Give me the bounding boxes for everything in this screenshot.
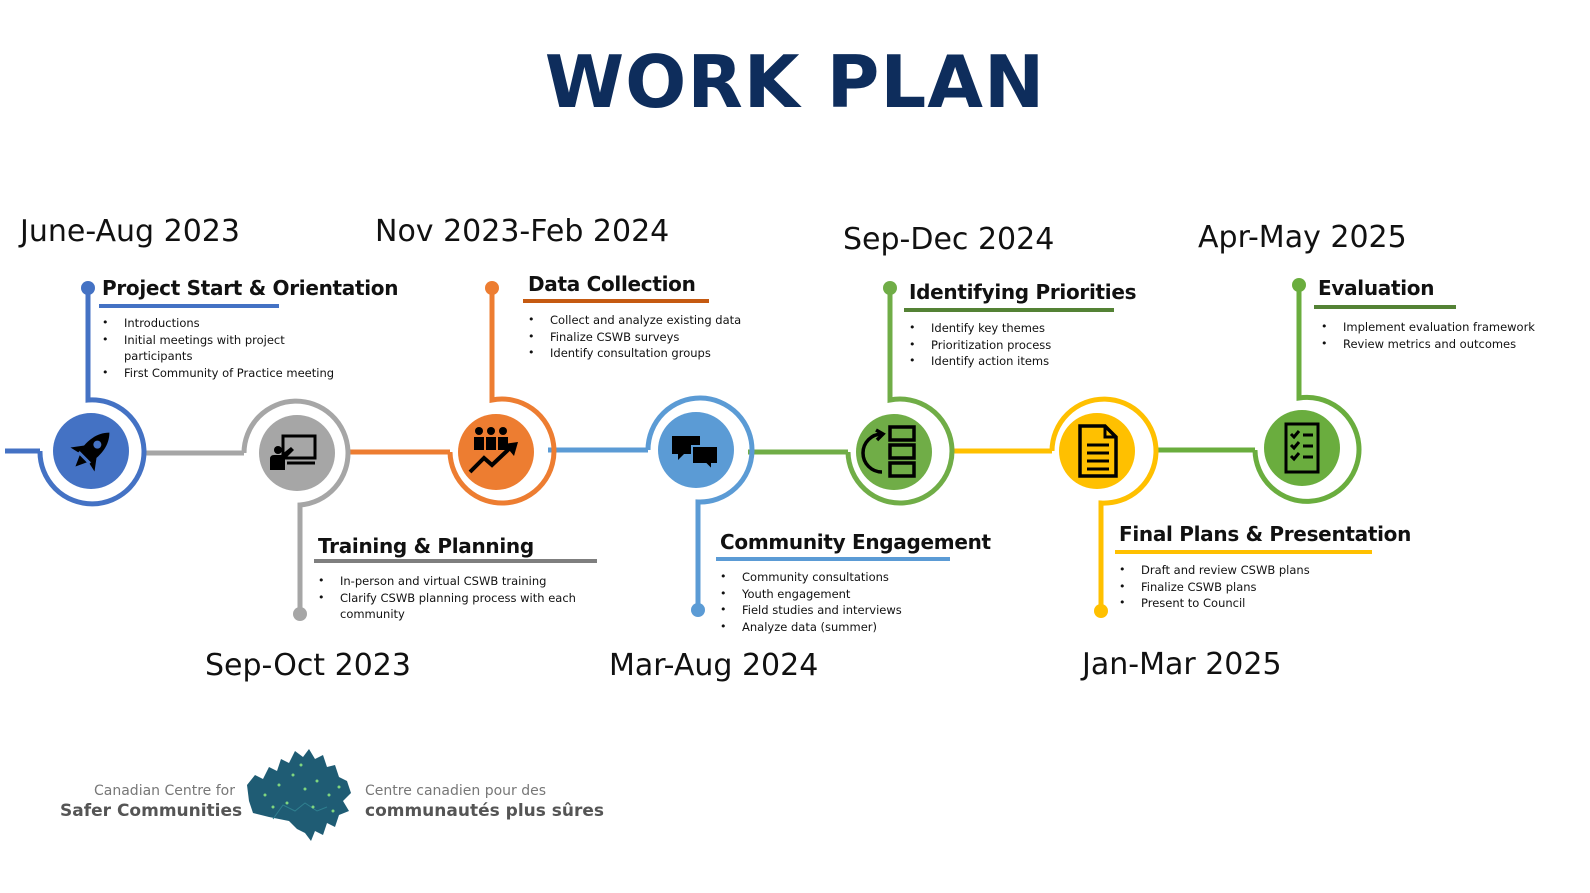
phase-title: Final Plans & Presentation	[1119, 522, 1412, 546]
phase-date: Sep-Oct 2023	[205, 648, 411, 683]
document-icon	[1080, 426, 1116, 476]
list-item: • Finalize CSWB surveys	[528, 329, 768, 346]
list-item: • Prioritization process	[909, 337, 1129, 354]
list-item: • Analyze data (summer)	[720, 619, 960, 636]
list-item: • Identify action items	[909, 353, 1129, 370]
milestone-5	[848, 281, 952, 503]
list-item: • Draft and review CSWB plans	[1119, 562, 1359, 579]
list-item: • Field studies and interviews	[720, 602, 960, 619]
milestone-7	[1255, 278, 1359, 501]
phase-date: Apr-May 2025	[1198, 220, 1407, 255]
list-item: • Youth engagement	[720, 586, 960, 603]
logo-french-line2: communautés plus sûres	[365, 801, 605, 821]
list-item: • Review metrics and outcomes	[1321, 336, 1581, 353]
phase-date: Jan-Mar 2025	[1082, 647, 1282, 682]
phase-title: Project Start & Orientation	[102, 276, 399, 300]
phase-title: Evaluation	[1318, 276, 1435, 300]
logo-french	[365, 783, 604, 821]
list-item: • Collect and analyze existing data	[528, 312, 768, 329]
logo-english-line1: Canadian Centre for	[94, 783, 235, 799]
list-item: • Introductions	[102, 315, 342, 332]
list-item: • Identify key themes	[909, 320, 1129, 337]
phase-title: Data Collection	[528, 272, 696, 296]
phase-date: Nov 2023-Feb 2024	[375, 214, 670, 249]
list-item: • Present to Council	[1119, 595, 1359, 612]
list-item: • Initial meetings with project participants	[102, 332, 342, 365]
list-item: • Implement evaluation framework	[1321, 319, 1581, 336]
canada-map-icon	[243, 745, 355, 843]
phase-items	[1119, 562, 1359, 612]
list-item: • Community consultations	[720, 569, 960, 586]
phase-title: Training & Planning	[318, 534, 534, 558]
list-item: • Finalize CSWB plans	[1119, 579, 1359, 596]
list-item: • Identify consultation groups	[528, 345, 768, 362]
logo-english-line2: Safer Communities	[60, 801, 243, 821]
phase-title: Identifying Priorities	[909, 280, 1137, 304]
phase-date: June-Aug 2023	[20, 214, 240, 249]
logo-french-line1: Centre canadien pour des	[365, 783, 547, 799]
list-item: • First Community of Practice meeting	[102, 365, 342, 382]
phase-items	[1321, 319, 1581, 352]
phase-items	[528, 312, 768, 362]
phase-date: Sep-Dec 2024	[843, 222, 1055, 257]
logo-english	[60, 783, 243, 821]
phase-items	[318, 573, 578, 623]
page-title: WORK PLAN	[544, 40, 1046, 124]
phase-items	[720, 569, 960, 635]
phase-date: Mar-Aug 2024	[609, 648, 819, 683]
phase-items	[102, 315, 342, 381]
phase-title: Community Engagement	[720, 530, 991, 554]
list-item: • Clarify CSWB planning process with each community	[318, 590, 578, 623]
list-item: • In-person and virtual CSWB training	[318, 573, 578, 590]
phase-items	[909, 320, 1129, 370]
